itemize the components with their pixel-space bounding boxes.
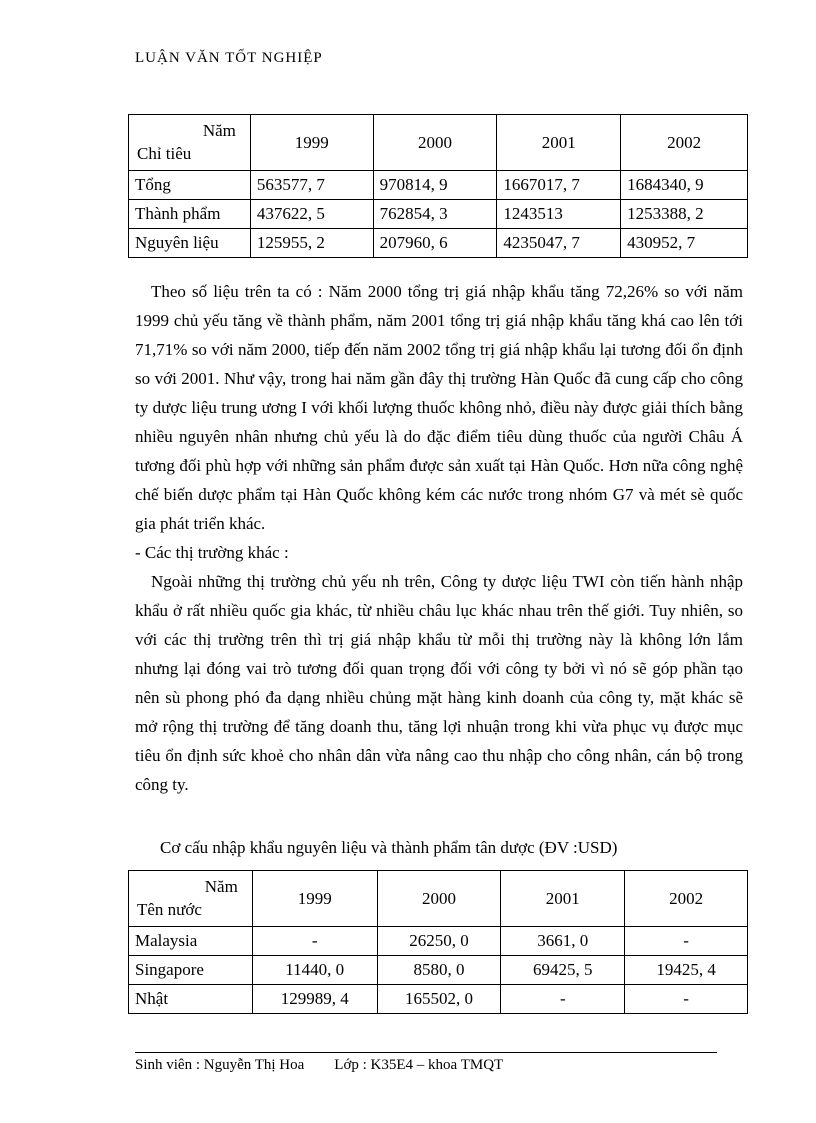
corner-year-label: Năm bbox=[202, 121, 236, 140]
table-header-row bbox=[129, 115, 748, 171]
country-import-table bbox=[128, 870, 748, 1014]
table-cell: 19425, 4 bbox=[625, 956, 748, 985]
table-cell: 165502, 0 bbox=[377, 985, 501, 1014]
table-header-row bbox=[129, 871, 748, 927]
table-cell: 4235047, 7 bbox=[497, 229, 621, 258]
corner-cell bbox=[129, 115, 251, 171]
table-cell: 129989, 4 bbox=[252, 985, 377, 1014]
table-cell: 563577, 7 bbox=[250, 171, 373, 200]
row-label: Nhật bbox=[129, 985, 253, 1014]
paragraph: Ngoài những thị trường chủ yếu nh trên, Công ty dược liệu TWI còn tiến hành nhập khẩu ở rất nhiều quốc gia khác, từ nhiều châu lục khác nhau trên thế giới. Tuy nhiên, so với các thị trường trên thì trị giá nhập khẩu từ mỗi thị trường này là không lớn lắm nhưng lại đóng vai trò tương đối quan trọng đối với công ty bởi vì nó sẽ góp phần tạo nên sù phong phó đa dạng nhiều chủng mặt hàng kinh doanh của công ty, mặt khác sẽ mở rộng thị trường để tăng doanh thu, tăng lợi nhuận trong khi vừa phục vụ được mục tiêu ổn định sức khoẻ cho nhân dân vừa nâng cao thu nhập cho công nhân, cán bộ trong công ty. bbox=[135, 572, 743, 794]
table-cell: 3661, 0 bbox=[501, 927, 625, 956]
table-cell: - bbox=[625, 985, 748, 1014]
table-row bbox=[129, 171, 748, 200]
row-label: Singapore bbox=[129, 956, 253, 985]
table-row bbox=[129, 927, 748, 956]
table-cell: 1253388, 2 bbox=[621, 200, 748, 229]
body-text bbox=[135, 277, 743, 799]
table-cell: 207960, 6 bbox=[373, 229, 497, 258]
footer-divider bbox=[135, 1052, 717, 1053]
table-cell: 762854, 3 bbox=[373, 200, 497, 229]
table-cell: 125955, 2 bbox=[250, 229, 373, 258]
table-cell: - bbox=[625, 927, 748, 956]
table-row bbox=[129, 200, 748, 229]
year-header: 1999 bbox=[252, 871, 377, 927]
subheading: - Các thị trường khác : bbox=[135, 543, 289, 562]
year-header: 2001 bbox=[501, 871, 625, 927]
page-header: LUẬN VĂN TỐT NGHIỆP bbox=[135, 50, 323, 66]
table-row bbox=[129, 985, 748, 1014]
table-cell: - bbox=[501, 985, 625, 1014]
corner-year-label: Năm bbox=[204, 877, 238, 896]
table-cell: 437622, 5 bbox=[250, 200, 373, 229]
corner-cell bbox=[129, 871, 253, 927]
corner-indicator-label: Chỉ tiêu bbox=[137, 144, 192, 163]
year-header: 2001 bbox=[497, 115, 621, 171]
table-cell: 11440, 0 bbox=[252, 956, 377, 985]
year-header: 2002 bbox=[625, 871, 748, 927]
table-cell: 1243513 bbox=[497, 200, 621, 229]
footer-student: Sinh viên : Nguyễn Thị Hoa bbox=[135, 1057, 305, 1073]
corner-country-label: Tên nước bbox=[137, 900, 202, 919]
paragraph: Theo số liệu trên ta có : Năm 2000 tổng trị giá nhập khẩu tăng 72,26% so với năm 1999 chủ yếu tăng về thành phẩm, năm 2001 tổng trị giá nhập khẩu tăng khá cao lên tới 71,71% so với năm 2000, tiếp đến năm 2002 tổng trị giá nhập khẩu lại tương đối ổn định so với 2001. Như vậy, trong hai năm gần đây thị trường Hàn Quốc đã cung cấp cho công ty dược liệu trung ương I với khối lượng thuốc không nhỏ, điều này được giải thích bằng nhiều nguyên nhân nhưng chủ yếu là do đặc điểm tiêu dùng thuốc của người Châu Á tương đối phù hợp với những sản phẩm được sản xuất tại Hàn Quốc. Hơn nữa công nghệ chế biến dược phẩm tại Hàn Quốc không kém các nước trong nhóm G7 và mét sè quốc gia phát triển khác. bbox=[135, 282, 743, 533]
year-header: 1999 bbox=[250, 115, 373, 171]
table-row bbox=[129, 229, 748, 258]
table-row bbox=[129, 956, 748, 985]
table-cell: 1684340, 9 bbox=[621, 171, 748, 200]
table-cell: 970814, 9 bbox=[373, 171, 497, 200]
import-value-table bbox=[128, 114, 748, 258]
table-cell: 430952, 7 bbox=[621, 229, 748, 258]
row-label: Nguyên liệu bbox=[129, 229, 251, 258]
table-cell: 1667017, 7 bbox=[497, 171, 621, 200]
year-header: 2000 bbox=[377, 871, 501, 927]
year-header: 2002 bbox=[621, 115, 748, 171]
table-cell: 26250, 0 bbox=[377, 927, 501, 956]
page-footer bbox=[135, 1057, 503, 1074]
table-caption: Cơ cấu nhập khẩu nguyên liệu và thành phẩm tân dược (ĐV :USD) bbox=[160, 838, 618, 857]
row-label: Tổng bbox=[129, 171, 251, 200]
row-label: Malaysia bbox=[129, 927, 253, 956]
row-label: Thành phẩm bbox=[129, 200, 251, 229]
table-cell: 8580, 0 bbox=[377, 956, 501, 985]
table-cell: - bbox=[252, 927, 377, 956]
table-cell: 69425, 5 bbox=[501, 956, 625, 985]
year-header: 2000 bbox=[373, 115, 497, 171]
footer-class: Lớp : K35E4 – khoa TMQT bbox=[334, 1057, 504, 1073]
